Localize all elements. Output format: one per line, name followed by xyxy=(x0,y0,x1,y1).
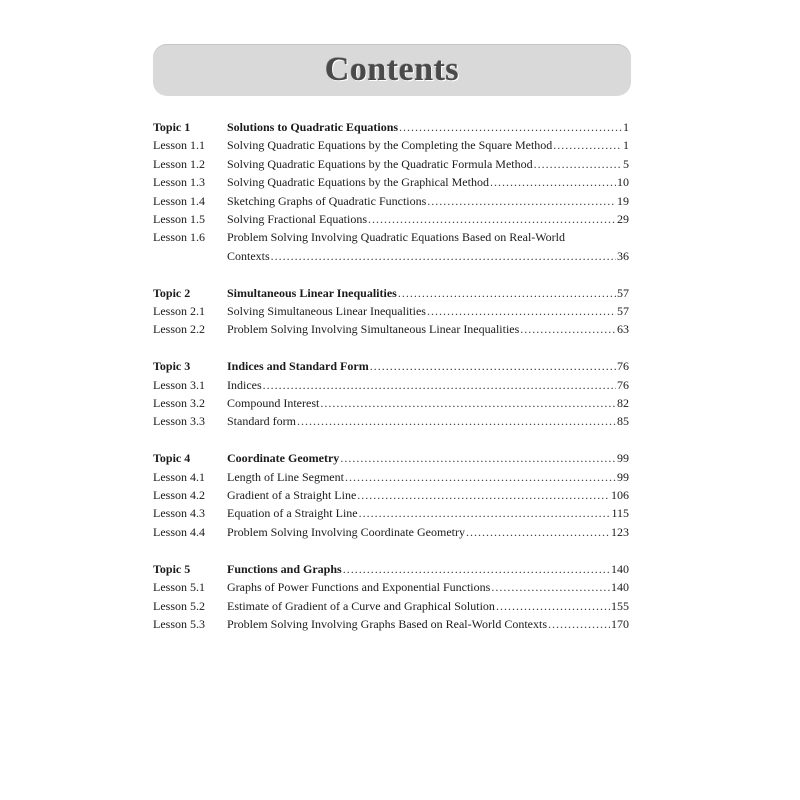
dot-leader xyxy=(320,394,616,412)
lesson-row-4-1-label: Lesson 4.1 xyxy=(153,469,205,484)
lesson-row-1-5-page-number: 29 xyxy=(617,212,629,227)
topic-row-5-title: Functions and Graphs xyxy=(227,561,342,576)
dot-leader xyxy=(340,449,616,467)
lesson-row-3-2-title: Compound Interest xyxy=(227,396,320,411)
lesson-row-1-6-title: Problem Solving Involving Quadratic Equations Based on Real-World xyxy=(227,230,565,245)
page-title: Contents xyxy=(324,51,460,88)
topic-row-3-page-number: 76 xyxy=(617,359,629,374)
lesson-row-4-2-entry xyxy=(227,486,629,504)
lesson-row-4-4[interactable] xyxy=(153,523,629,541)
lesson-row-5-3-entry xyxy=(227,615,629,633)
topic-row-2-title: Simultaneous Linear Inequalities xyxy=(227,285,397,300)
lesson-row-5-1-page-number: 140 xyxy=(611,580,629,595)
lesson-row-5-3-page-number: 170 xyxy=(611,616,629,631)
lesson-row-1-3[interactable] xyxy=(153,173,629,191)
dot-leader xyxy=(427,192,616,210)
lesson-row-4-3-title: Equation of a Straight Line xyxy=(227,506,358,521)
lesson-row-1-6-label: Lesson 1.6 xyxy=(153,230,205,245)
dot-leader xyxy=(357,486,610,504)
topic-group-2 xyxy=(153,284,629,339)
lesson-row-1-4-entry xyxy=(227,192,629,210)
lesson-row-3-1-page-number: 76 xyxy=(617,377,629,392)
topic-row-5-entry xyxy=(227,560,629,578)
lesson-row-4-4-entry xyxy=(227,523,629,541)
lesson-row-3-3-title: Standard form xyxy=(227,414,296,429)
lesson-row-4-3[interactable] xyxy=(153,504,629,522)
lesson-row-4-4-page-number: 123 xyxy=(611,524,629,539)
lesson-row-2-2-entry xyxy=(227,320,629,338)
lesson-row-1-1-page-number: 1 xyxy=(623,138,629,153)
lesson-row-2-2-page-number: 63 xyxy=(617,322,629,337)
lesson-row-1-2-title: Solving Quadratic Equations by the Quadratic Formula Method xyxy=(227,156,533,171)
dot-leader xyxy=(427,302,616,320)
lesson-row-1-2-entry xyxy=(227,155,629,173)
lesson-row-1-2-label: Lesson 1.2 xyxy=(153,156,205,171)
topic-row-5-page-number: 140 xyxy=(611,561,629,576)
topic-row-2-page-number: 57 xyxy=(617,285,629,300)
lesson-row-2-1-title: Solving Simultaneous Linear Inequalities xyxy=(227,304,426,319)
dot-leader xyxy=(496,597,610,615)
topic-row-1[interactable] xyxy=(153,118,629,136)
dot-leader xyxy=(534,155,622,173)
lesson-row-5-2-entry xyxy=(227,597,629,615)
title-banner xyxy=(153,44,631,96)
dot-leader xyxy=(399,118,622,136)
lesson-row-3-3[interactable] xyxy=(153,412,629,430)
topic-row-1-page-number: 1 xyxy=(623,120,629,134)
lesson-row-5-2-title: Estimate of Gradient of a Curve and Graphical Solution xyxy=(227,598,495,613)
topic-group-1 xyxy=(153,118,629,265)
topic-group-3 xyxy=(153,357,629,431)
lesson-row-5-3[interactable] xyxy=(153,615,629,633)
lesson-row-5-2-page-number: 155 xyxy=(611,598,629,613)
lesson-row-1-2-page-number: 5 xyxy=(623,156,629,171)
topic-row-2-entry xyxy=(227,284,629,302)
topic-row-3-entry xyxy=(227,357,629,375)
dot-leader xyxy=(466,523,610,541)
dot-leader xyxy=(490,173,616,191)
lesson-row-1-1-title: Solving Quadratic Equations by the Completing the Square Method xyxy=(227,138,553,153)
table-of-contents xyxy=(153,118,629,652)
lesson-row-1-6-page-number: 36 xyxy=(617,248,629,263)
lesson-row-3-3-label: Lesson 3.3 xyxy=(153,414,205,429)
topic-row-5[interactable] xyxy=(153,560,629,578)
dot-leader xyxy=(553,136,622,154)
lesson-row-3-1[interactable] xyxy=(153,376,629,394)
lesson-row-5-1-entry xyxy=(227,578,629,596)
topic-row-5-label: Topic 5 xyxy=(153,561,191,576)
lesson-row-2-1[interactable] xyxy=(153,302,629,320)
lesson-row-2-2-label: Lesson 2.2 xyxy=(153,322,205,337)
lesson-row-1-6-continued-entry xyxy=(227,247,629,265)
lesson-row-4-1[interactable] xyxy=(153,468,629,486)
lesson-row-1-5[interactable] xyxy=(153,210,629,228)
lesson-row-3-3-entry xyxy=(227,412,629,430)
topic-row-3[interactable] xyxy=(153,357,629,375)
lesson-row-1-5-label: Lesson 1.5 xyxy=(153,212,205,227)
lesson-row-4-1-entry xyxy=(227,468,629,486)
lesson-row-5-1[interactable] xyxy=(153,578,629,596)
topic-group-4 xyxy=(153,449,629,541)
topic-row-4-page-number: 99 xyxy=(617,451,629,466)
lesson-row-1-1-label: Lesson 1.1 xyxy=(153,138,205,153)
dot-leader xyxy=(368,210,616,228)
topic-group-5 xyxy=(153,560,629,634)
lesson-row-1-6[interactable] xyxy=(153,228,629,246)
lesson-row-1-5-entry xyxy=(227,210,629,228)
lesson-row-1-5-title: Solving Fractional Equations xyxy=(227,212,367,227)
topic-row-2[interactable] xyxy=(153,284,629,302)
lesson-row-5-3-label: Lesson 5.3 xyxy=(153,616,205,631)
dot-leader xyxy=(491,578,610,596)
lesson-row-4-2-title: Gradient of a Straight Line xyxy=(227,488,357,503)
lesson-row-4-3-entry xyxy=(227,504,629,522)
lesson-row-4-1-page-number: 99 xyxy=(617,469,629,484)
lesson-row-5-3-title: Problem Solving Involving Graphs Based on Real-World Contexts xyxy=(227,616,548,631)
lesson-row-5-1-label: Lesson 5.1 xyxy=(153,580,205,595)
lesson-row-1-6-title-continued: Contexts xyxy=(227,248,270,263)
dot-leader xyxy=(398,284,616,302)
topic-row-3-label: Topic 3 xyxy=(153,359,191,374)
lesson-row-3-1-label: Lesson 3.1 xyxy=(153,377,205,392)
dot-leader xyxy=(345,468,616,486)
lesson-row-4-2[interactable] xyxy=(153,486,629,504)
topic-row-1-entry xyxy=(227,118,629,136)
lesson-row-5-2-label: Lesson 5.2 xyxy=(153,598,205,613)
dot-leader xyxy=(359,504,611,522)
lesson-row-1-4-title: Sketching Graphs of Quadratic Functions xyxy=(227,193,427,208)
lesson-row-4-4-title: Problem Solving Involving Coordinate Geometry xyxy=(227,524,465,539)
topic-row-4-entry xyxy=(227,449,629,467)
lesson-row-3-2-label: Lesson 3.2 xyxy=(153,396,205,411)
lesson-row-4-4-label: Lesson 4.4 xyxy=(153,524,205,539)
lesson-row-4-2-label: Lesson 4.2 xyxy=(153,488,205,503)
dot-leader xyxy=(271,247,616,265)
lesson-row-5-2[interactable] xyxy=(153,597,629,615)
lesson-row-2-1-entry xyxy=(227,302,629,320)
lesson-row-2-1-page-number: 57 xyxy=(617,304,629,319)
lesson-row-1-2[interactable] xyxy=(153,155,629,173)
lesson-row-1-4[interactable] xyxy=(153,192,629,210)
lesson-row-4-3-label: Lesson 4.3 xyxy=(153,506,205,521)
topic-row-1-title: Solutions to Quadratic Equations xyxy=(227,120,399,134)
dot-leader xyxy=(263,376,616,394)
lesson-row-3-2-entry xyxy=(227,394,629,412)
topic-row-3-title: Indices and Standard Form xyxy=(227,359,369,374)
dot-leader xyxy=(370,357,616,375)
lesson-row-1-4-page-number: 19 xyxy=(617,193,629,208)
lesson-row-3-2-page-number: 82 xyxy=(617,396,629,411)
lesson-row-3-1-title: Indices xyxy=(227,377,262,392)
lesson-row-4-1-title: Length of Line Segment xyxy=(227,469,344,484)
lesson-row-2-1-label: Lesson 2.1 xyxy=(153,304,205,319)
lesson-row-1-3-label: Lesson 1.3 xyxy=(153,175,205,190)
lesson-row-1-1[interactable] xyxy=(153,136,629,154)
dot-leader xyxy=(343,560,610,578)
lesson-row-2-2-title: Problem Solving Involving Simultaneous Linear Inequalities xyxy=(227,322,520,337)
lesson-row-1-1-entry xyxy=(227,136,629,154)
lesson-row-3-1-entry xyxy=(227,376,629,394)
lesson-row-4-2-page-number: 106 xyxy=(611,488,629,503)
lesson-row-3-3-page-number: 85 xyxy=(617,414,629,429)
topic-row-4-label: Topic 4 xyxy=(153,451,191,466)
lesson-row-3-2[interactable] xyxy=(153,394,629,412)
lesson-row-1-3-entry xyxy=(227,173,629,191)
lesson-row-5-1-title: Graphs of Power Functions and Exponential Functions xyxy=(227,580,491,595)
lesson-row-2-2[interactable] xyxy=(153,320,629,338)
lesson-row-1-6-continued[interactable] xyxy=(153,247,629,265)
lesson-row-1-3-page-number: 10 xyxy=(617,175,629,190)
lesson-row-1-3-title: Solving Quadratic Equations by the Graphical Method xyxy=(227,175,489,190)
topic-row-2-label: Topic 2 xyxy=(153,285,191,300)
topic-row-4[interactable] xyxy=(153,449,629,467)
topic-row-4-title: Coordinate Geometry xyxy=(227,451,340,466)
lesson-row-1-6-entry xyxy=(227,228,629,246)
lesson-row-4-3-page-number: 115 xyxy=(611,506,629,521)
dot-leader xyxy=(520,320,616,338)
topic-row-1-label: Topic 1 xyxy=(153,120,191,134)
dot-leader xyxy=(548,615,610,633)
lesson-row-1-4-label: Lesson 1.4 xyxy=(153,193,205,208)
dot-leader xyxy=(297,412,616,430)
